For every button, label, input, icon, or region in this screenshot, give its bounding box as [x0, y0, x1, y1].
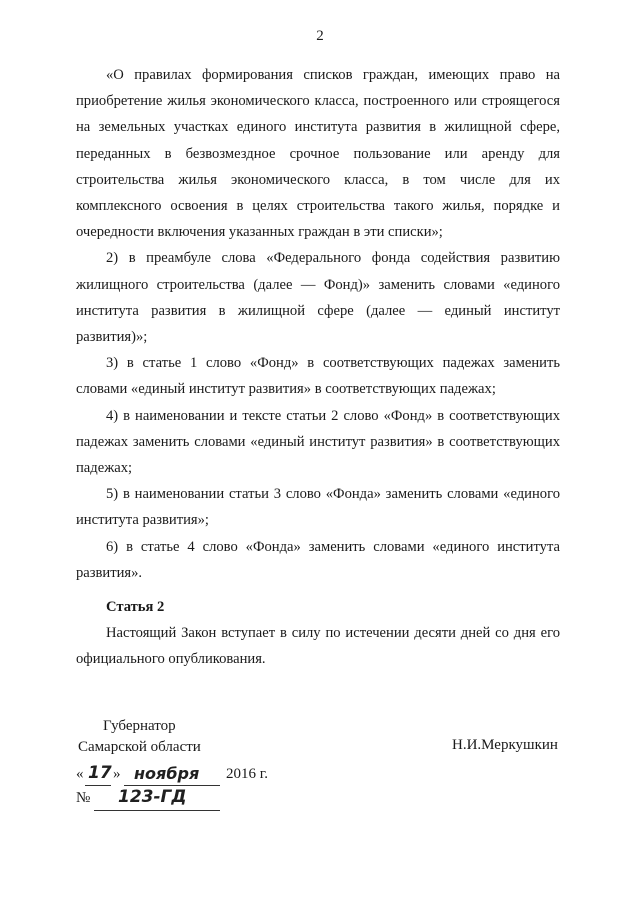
signature-title: [78, 716, 201, 758]
signature-title-line1: Губернатор: [103, 718, 176, 734]
date-month: ноября: [134, 764, 200, 783]
law-number: [76, 787, 236, 812]
page-number: 2: [316, 28, 324, 44]
signature-name: Н.И.Меркушкин: [452, 737, 558, 753]
document-body: [76, 62, 560, 673]
signing-date: [76, 763, 306, 786]
signature-title-line2: Самарской области: [78, 739, 201, 755]
paragraph-item-5: 5) в наименовании статьи 3 слово «Фонда» заменить словами «единого института развития»;: [76, 486, 560, 529]
paragraph-item-6: 6) в статье 4 слово «Фонда» заменить словами «единого института развития».: [76, 538, 560, 581]
number-value: 123-ГД: [118, 787, 187, 807]
date-year: 2016 г.: [226, 766, 268, 782]
date-day: 17: [88, 763, 112, 783]
date-close-quote: »: [113, 766, 121, 782]
number-label: №: [76, 790, 91, 806]
paragraph-law-title: «О правилах формирования списков граждан, имеющих право на приобретение жилья экономического класса, построенного или строящегося на земельных участках единого института развития в жилищной сфере, переданных в безвозмездное срочное пользование или аренду для строительства жилья экономического класса, в том числе для их комплексного освоения в целях строительства такого жилья, порядке и очередности включения указанных граждан в эти списки»;: [76, 67, 560, 241]
paragraph-item-4: 4) в наименовании и тексте статьи 2 слово «Фонд» в соответствующих падежах заменить словами «единый институт развития» в соответствующих падежах;: [76, 407, 560, 477]
article-text: Настоящий Закон вступает в силу по истечении десяти дней со дня его официального опубликования.: [76, 625, 560, 668]
paragraph-item-2: 2) в преамбуле слова «Федерального фонда содействия развитию жилищного строительства (далее — Фонд)» заменить словами «единого института развития в жилищной сфере (далее — единый институт развития)»;: [76, 250, 560, 346]
article-heading: Статья 2: [106, 599, 165, 616]
date-open-quote: «: [76, 766, 84, 782]
paragraph-item-3: 3) в статье 1 слово «Фонд» в соответствующих падежах заменить словами «единый институт развития» в соответствующих падежах;: [76, 355, 560, 398]
